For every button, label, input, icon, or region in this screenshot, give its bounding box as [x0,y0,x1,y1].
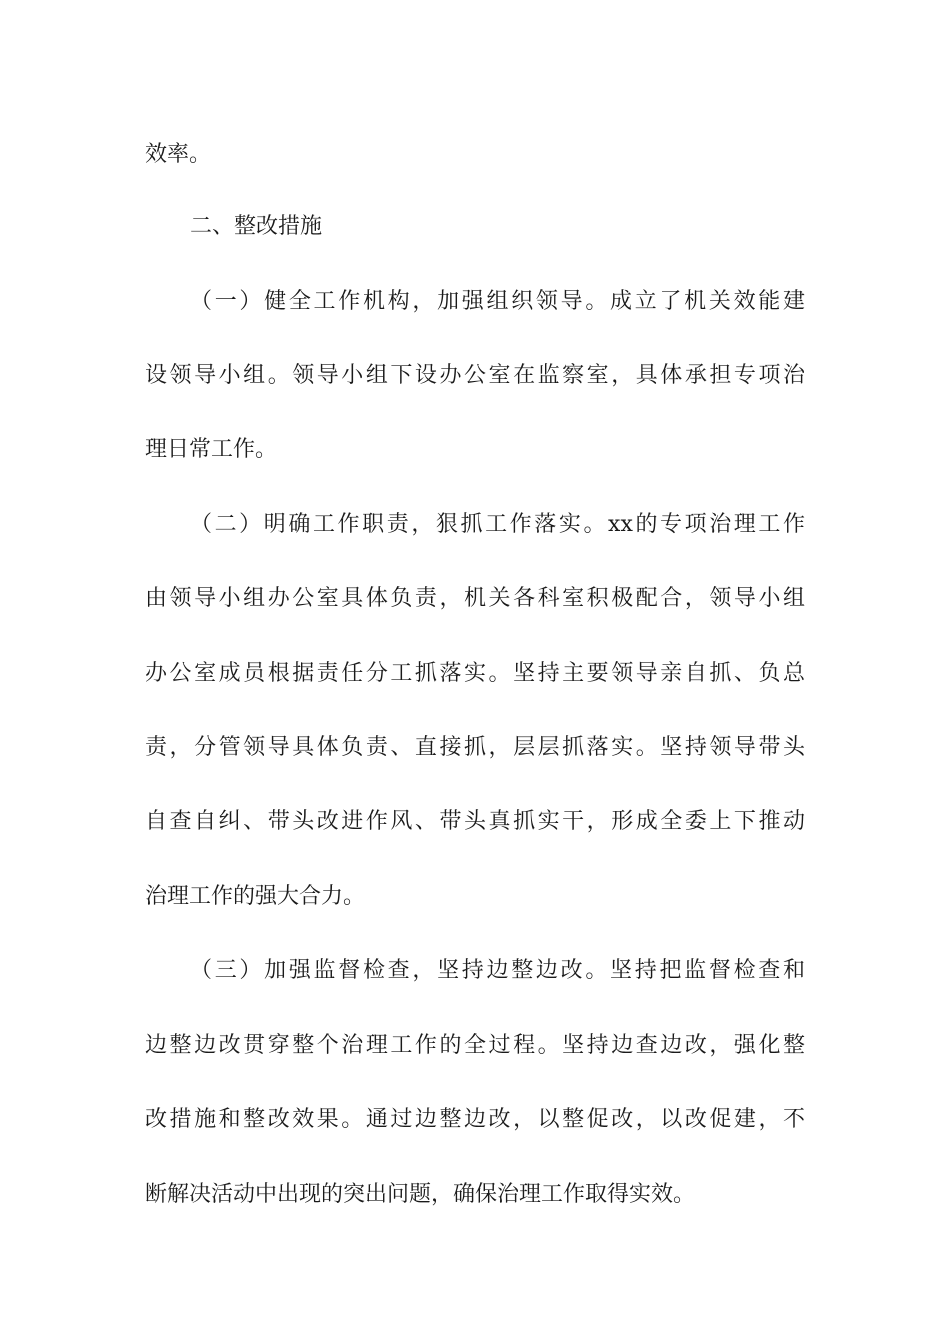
paragraph-3-line: 断解决活动中出现的突出问题，确保治理工作取得实效。 [145,1182,696,1207]
paragraph-1-line: 理日常工作。 [145,437,278,462]
paragraph-2-line: 由领导小组办公室具体负责，机关各科室积极配合，领导小组 [145,586,805,611]
paragraph-3-line: （三）加强监督检查，坚持边整边改。坚持把监督检查和 [190,958,805,983]
section-heading: 二、整改措施 [190,214,323,239]
paragraph-2-line: （二）明确工作职责，狠抓工作落实。xx的专项治理工作 [190,512,805,537]
paragraph-2-line: 自查自纠、带头改进作风、带头真抓实干，形成全委上下推动 [145,809,805,834]
paragraph-1-line: 设领导小组。领导小组下设办公室在监察室，具体承担专项治 [145,363,805,388]
paragraph-2-line: 责，分管领导具体负责、直接抓，层层抓落实。坚持领导带头 [145,735,805,760]
paragraph-2-line: 办公室成员根据责任分工抓落实。坚持主要领导亲自抓、负总 [145,661,805,686]
text-line: 效率。 [145,142,212,167]
paragraph-2-line: 治理工作的强大合力。 [145,884,366,909]
paragraph-3-line: 边整边改贯穿整个治理工作的全过程。坚持边查边改，强化整 [145,1033,805,1058]
paragraph-3-line: 改措施和整改效果。通过边整边改，以整促改，以改促建，不 [145,1107,805,1132]
paragraph-1-line: （一）健全工作机构，加强组织领导。成立了机关效能建 [190,289,805,314]
